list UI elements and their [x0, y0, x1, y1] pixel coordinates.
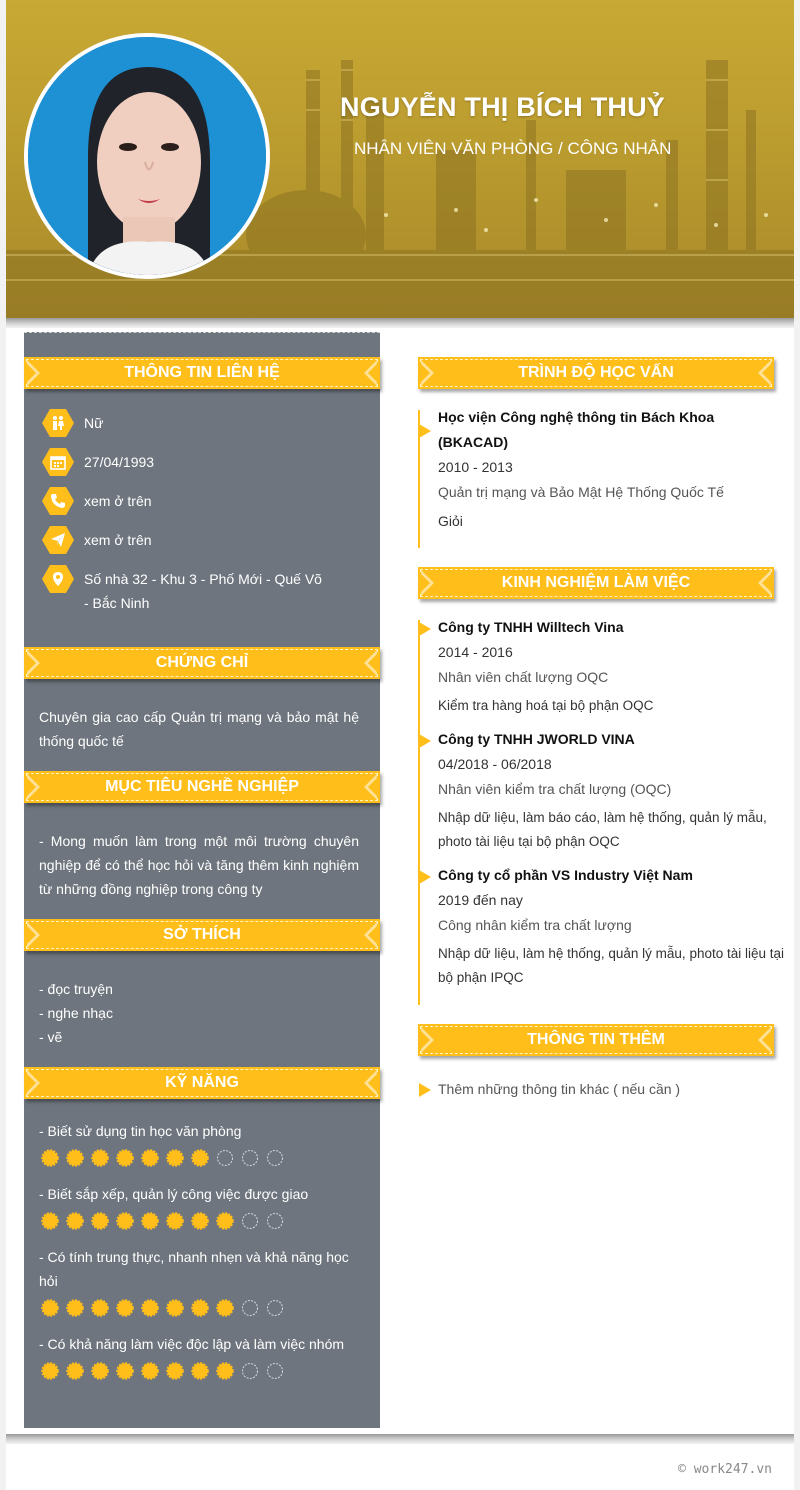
rating-dot-empty [265, 1148, 285, 1168]
rating-dot-filled [215, 1298, 235, 1318]
rating-dot-filled [140, 1298, 160, 1318]
rating-dot-filled [90, 1298, 110, 1318]
hobbies-list [39, 977, 359, 1049]
hobby-item: - vẽ [39, 1029, 63, 1045]
rating-dot-filled [140, 1148, 160, 1168]
section-title: KỸ NĂNG [165, 1074, 239, 1091]
skill-rating [40, 1148, 285, 1168]
avatar-portrait [28, 37, 266, 275]
experience-period: 2019 đến nay [438, 892, 523, 908]
rating-dot-filled [65, 1298, 85, 1318]
candidate-role: NHÂN VIÊN VĂN PHÒNG / CÔNG NHÂN [354, 139, 672, 158]
experience-period: 2014 - 2016 [438, 644, 513, 660]
timeline-bullet-icon [419, 622, 431, 636]
rating-dot-filled [190, 1298, 210, 1318]
rating-dot-filled [115, 1361, 135, 1381]
rating-dot-filled [190, 1211, 210, 1231]
rating-dot-empty [240, 1211, 260, 1231]
experience-company: Công ty TNHH JWORLD VINA [438, 731, 635, 747]
contact-address [42, 564, 362, 615]
section-header-contact [24, 357, 380, 389]
rating-dot-empty [240, 1361, 260, 1381]
section-header-experience [418, 567, 774, 599]
rating-dot-filled [40, 1148, 60, 1168]
section-header-objective [24, 771, 380, 803]
experience-position: Công nhân kiểm tra chất lượng [438, 917, 632, 933]
rating-dot-filled [165, 1211, 185, 1231]
timeline-bullet-icon [419, 734, 431, 748]
contact-email [42, 525, 342, 555]
calendar-icon [42, 447, 74, 477]
skill-label: - Có tính trung thực, nhanh nhẹn và khả năng học hỏi [39, 1249, 349, 1289]
rating-dot-filled [165, 1148, 185, 1168]
timeline-bullet-icon [419, 424, 431, 438]
section-title: KINH NGHIỆM LÀM VIỆC [501, 574, 691, 591]
certificates-text: Chuyên gia cao cấp Quản trị mạng và bảo mật hệ thống quốc tế [39, 709, 359, 749]
profile-photo [24, 33, 270, 279]
experience-description: Nhập dữ liệu, làm hệ thống, quản lý mẫu, photo tài liệu tại bộ phận IPQC [438, 946, 785, 985]
rating-dot-filled [115, 1211, 135, 1231]
skill-label: - Biết sử dụng tin học văn phòng [39, 1123, 242, 1139]
education-major: Quản trị mạng và Bảo Mật Hệ Thống Quốc Tế [438, 484, 724, 500]
candidate-name: NGUYỄN THỊ BÍCH THUỶ [340, 92, 666, 122]
section-header-certificates [24, 647, 380, 679]
address-value: Số nhà 32 - Khu 3 - Phố Mới - Quế Võ - Bắc Ninh [84, 571, 322, 611]
rating-dot-empty [240, 1298, 260, 1318]
education-school: Học viện Công nghệ thông tin Bách Khoa (BKACAD) [438, 409, 715, 450]
left-sidebar [24, 332, 380, 1428]
gender-icon [42, 408, 74, 438]
skill-rating [40, 1211, 285, 1231]
rating-dot-filled [215, 1211, 235, 1231]
additional-bullet-icon [419, 1083, 431, 1097]
additional-text: Thêm những thông tin khác ( nếu cần ) [438, 1081, 681, 1097]
top-separator [6, 318, 794, 328]
rating-dot-filled [190, 1148, 210, 1168]
rating-dot-filled [65, 1148, 85, 1168]
experience-period: 04/2018 - 06/2018 [438, 756, 552, 772]
section-header-education [418, 357, 774, 389]
experience-position: Nhân viên chất lượng OQC [438, 669, 609, 685]
rating-dot-filled [40, 1361, 60, 1381]
phone-value: xem ở trên [84, 493, 152, 509]
bottom-separator [6, 1434, 794, 1444]
skill-label: - Có khả năng làm việc độc lập và làm việc nhóm [39, 1336, 345, 1352]
experience-company: Công ty cổ phần VS Industry Việt Nam [438, 867, 693, 883]
hobby-item: - nghe nhạc [39, 1005, 113, 1021]
location-pin-icon [42, 564, 74, 594]
skill-rating [40, 1298, 285, 1318]
rating-dot-filled [115, 1298, 135, 1318]
education-grade: Giỏi [438, 513, 463, 529]
cv-page [6, 0, 794, 1490]
section-title: MỤC TIÊU NGHỀ NGHIỆP [105, 778, 299, 795]
rating-dot-filled [165, 1361, 185, 1381]
section-header-additional [418, 1024, 774, 1056]
rating-dot-filled [165, 1298, 185, 1318]
section-title: TRÌNH ĐỘ HỌC VẤN [518, 364, 674, 381]
section-header-hobbies [24, 919, 380, 951]
section-title: SỞ THÍCH [163, 926, 241, 943]
experience-description: Kiểm tra hàng hoá tại bộ phận OQC [438, 698, 654, 713]
rating-dot-filled [115, 1148, 135, 1168]
rating-dot-filled [65, 1211, 85, 1231]
rating-dot-filled [90, 1148, 110, 1168]
section-title: CHỨNG CHỈ [155, 654, 249, 671]
rating-dot-filled [140, 1361, 160, 1381]
skill-label: - Biết sắp xếp, quản lý công việc được giao [39, 1186, 309, 1202]
experience-company: Công ty TNHH Willtech Vina [438, 619, 624, 635]
birthday-value: 27/04/1993 [84, 454, 155, 470]
rating-dot-filled [90, 1211, 110, 1231]
skill-rating [40, 1361, 285, 1381]
phone-icon [42, 486, 74, 516]
rating-dot-empty [215, 1148, 235, 1168]
section-title: THÔNG TIN THÊM [527, 1031, 665, 1048]
hobby-item: - đọc truyện [39, 981, 113, 997]
header-banner [6, 0, 794, 318]
copyright-text: © work247.vn [678, 1462, 772, 1477]
rating-dot-filled [190, 1361, 210, 1381]
rating-dot-empty [240, 1148, 260, 1168]
experience-position: Nhân viên kiểm tra chất lượng (OQC) [438, 781, 672, 797]
experience-description: Nhập dữ liệu, làm báo cáo, làm hệ thống, quản lý mẫu, photo tài liệu tại bộ phận OQC [438, 810, 767, 849]
education-period: 2010 - 2013 [438, 459, 513, 475]
contact-birthday [42, 447, 342, 477]
objective-text: - Mong muốn làm trong một môi trường chuyên nghiệp để có thể học hỏi và tăng thêm kinh nghiệm từ những đồng nghiệp trong công ty [39, 833, 359, 897]
timeline-bullet-icon [419, 870, 431, 884]
rating-dot-empty [265, 1361, 285, 1381]
gender-value: Nữ [84, 415, 104, 431]
rating-dot-filled [90, 1361, 110, 1381]
rating-dot-filled [140, 1211, 160, 1231]
rating-dot-empty [265, 1211, 285, 1231]
section-header-skills [24, 1067, 380, 1099]
experience-timeline [418, 620, 420, 1005]
contact-phone [42, 486, 342, 516]
rating-dot-filled [40, 1298, 60, 1318]
email-value: xem ở trên [84, 532, 152, 548]
contact-gender [42, 408, 342, 438]
rating-dot-empty [265, 1298, 285, 1318]
rating-dot-filled [65, 1361, 85, 1381]
section-title: THÔNG TIN LIÊN HỆ [124, 364, 280, 381]
rating-dot-filled [40, 1211, 60, 1231]
send-icon [42, 525, 74, 555]
rating-dot-filled [215, 1361, 235, 1381]
